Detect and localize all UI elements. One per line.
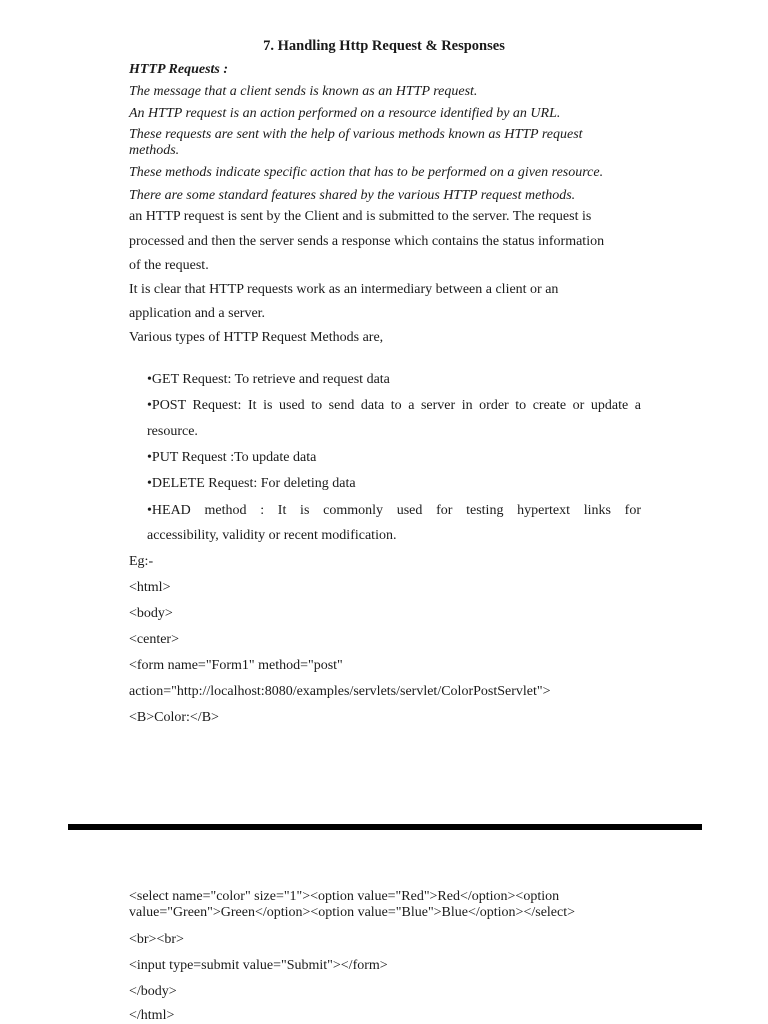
body-line-6: Various types of HTTP Request Methods are, [129, 330, 384, 345]
body-line-5: application and a server. [129, 306, 266, 321]
page-break-divider [68, 824, 702, 830]
intro-line-2: An HTTP request is an action performed on a resource identified by an URL. [129, 106, 561, 121]
code-line: <form name="Form1" method="post" [129, 658, 343, 673]
code-line: </html> [129, 1008, 175, 1023]
code-line-select: <select name="color" size="1"><option value="Red">Red</option><option value="Green">Green</option><option value="Blue">Blue</option></select> [129, 889, 576, 920]
body-line-3: of the request. [129, 258, 209, 273]
intro-line-1: The message that a client sends is known as an HTTP request. [129, 84, 478, 99]
body-line-1: an HTTP request is sent by the Client and is submitted to the server. The request is [129, 209, 592, 224]
example-label: Eg:- [129, 554, 154, 569]
code-line: <input type=submit value="Submit"></form> [129, 958, 388, 973]
code-line: <br><br> [129, 932, 184, 947]
intro-line-4: These methods indicate specific action that has to be performed on a given resource. [129, 165, 604, 180]
code-line: <html> [129, 580, 171, 595]
code-line: action="http://localhost:8080/examples/servlets/servlet/ColorPostServlet"> [129, 684, 551, 699]
page-title: 7. Handling Http Request & Responses [263, 38, 505, 54]
intro-line-5: There are some standard features shared by the various HTTP request methods. [129, 188, 576, 203]
list-item-head: •HEAD method : It is commonly used for testing hypertext links for [147, 503, 641, 518]
code-line: <body> [129, 606, 173, 621]
section-heading: HTTP Requests : [129, 62, 229, 77]
intro-line-3: These requests are sent with the help of various methods known as HTTP request methods. [129, 127, 583, 158]
body-line-4: It is clear that HTTP requests work as an intermediary between a client or an [129, 282, 559, 297]
list-item-get: •GET Request: To retrieve and request data [147, 372, 390, 387]
code-line: <center> [129, 632, 179, 647]
code-line: <B>Color:</B> [129, 710, 219, 725]
code-line: </body> [129, 984, 177, 999]
list-item-post: •POST Request: It is used to send data to a server in order to create or update a [147, 398, 641, 413]
list-item-post-cont: resource. [147, 424, 198, 439]
list-item-delete: •DELETE Request: For deleting data [147, 476, 356, 491]
list-item-put: •PUT Request :To update data [147, 450, 317, 465]
list-item-head-cont: accessibility, validity or recent modification. [147, 528, 397, 543]
body-line-2: processed and then the server sends a response which contains the status information [129, 234, 605, 249]
